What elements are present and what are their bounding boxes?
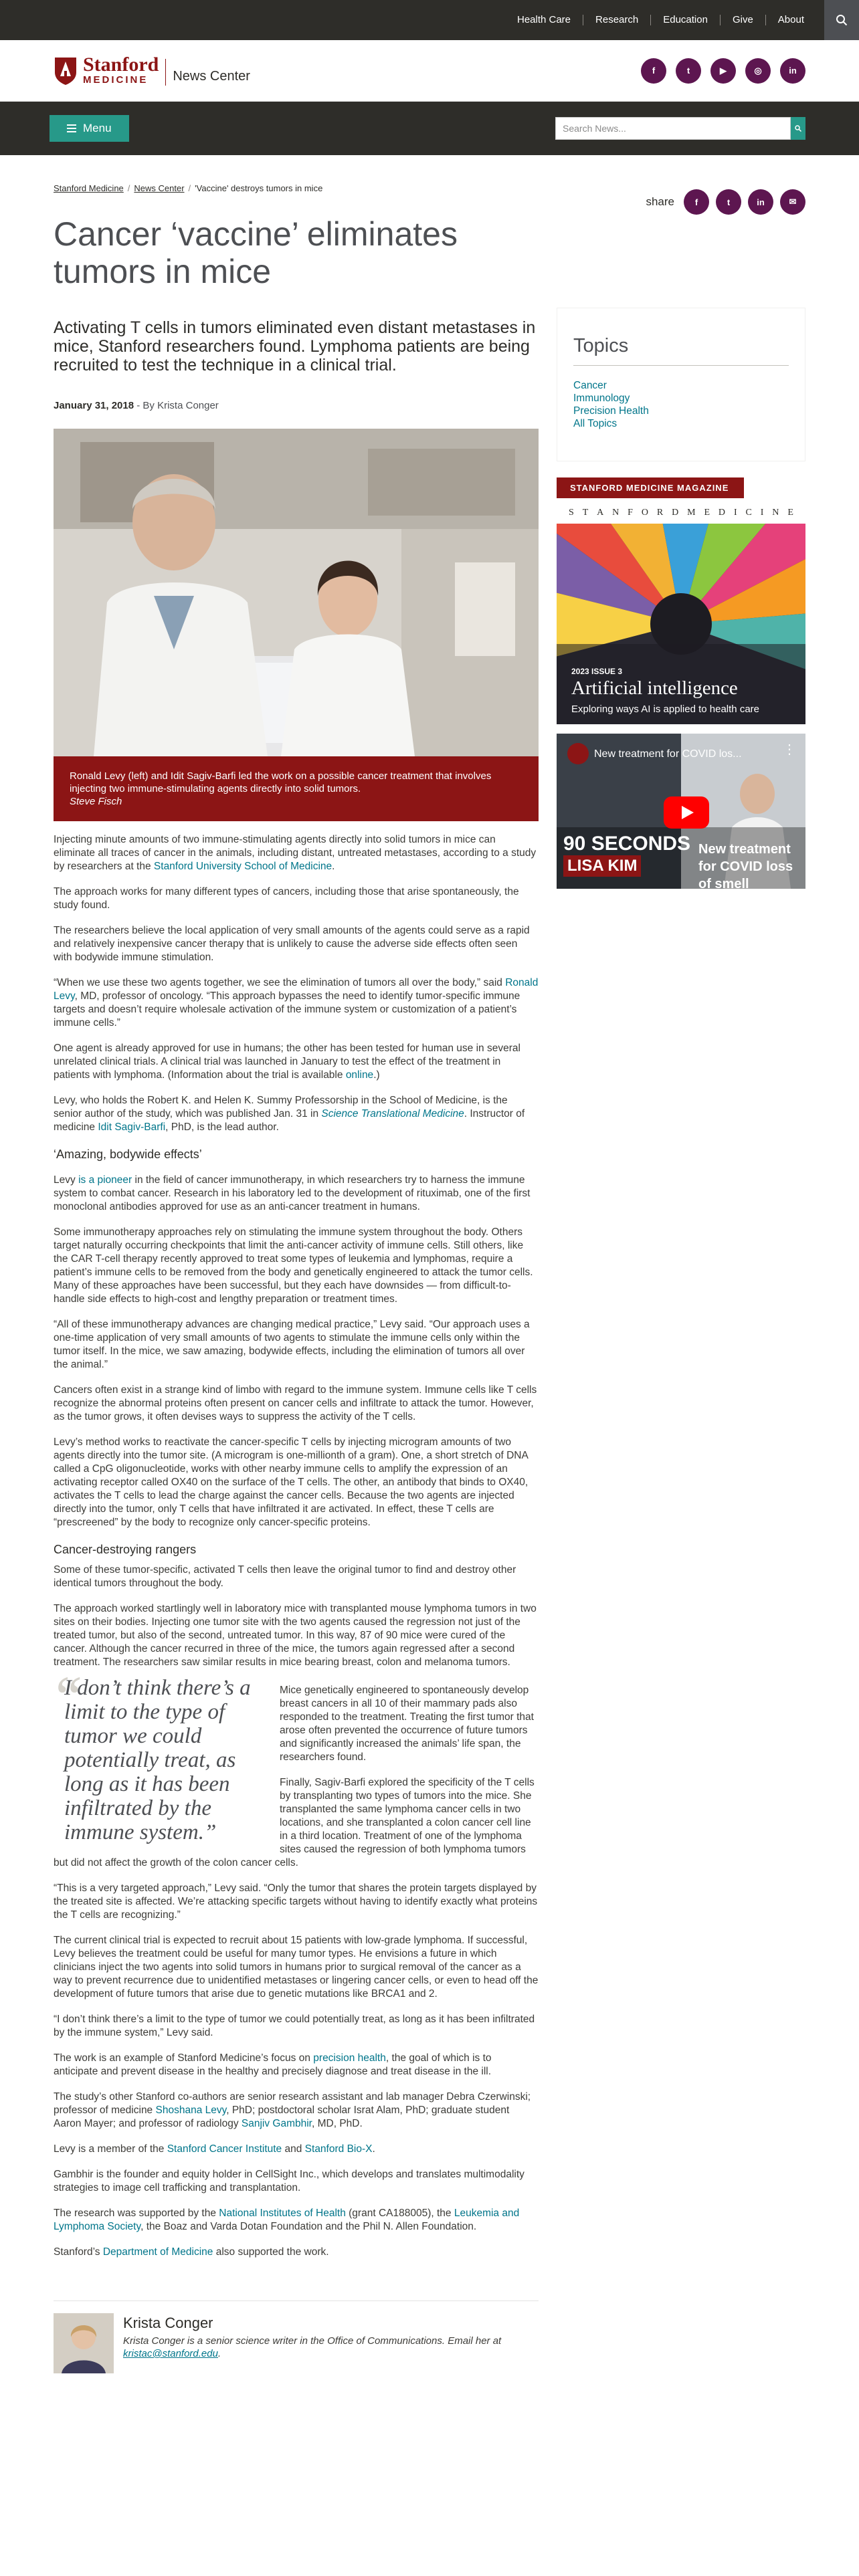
magazine-letter: M bbox=[687, 508, 696, 518]
text: in the field of cancer immunotherapy, in which researchers try to harness the immune system to combat cancer. Research in his laboratory led to the development of rituximab, one of the first monoclonal antibodies approved for use as an anti-cancer treatment in humans. bbox=[54, 1174, 531, 1212]
video-embed[interactable] bbox=[557, 734, 805, 889]
paragraph: The researchers believe the local application of very small amounts of the agents could serve as a rapid and relatively inexpensive cancer therapy that is unlikely to cause the adverse side effects often seen with bodywide immune stimulation. bbox=[54, 925, 530, 963]
pull-quote bbox=[50, 1665, 261, 1844]
section-heading-rangers: Cancer-destroying rangers bbox=[54, 1543, 197, 1556]
magazine-letter: E bbox=[704, 508, 710, 518]
paragraph: The approach works for many different types of cancers, including those that arise spontaneously, the study found. bbox=[54, 886, 519, 911]
linkedin-icon[interactable]: in bbox=[780, 58, 805, 84]
hamburger-icon bbox=[67, 124, 76, 132]
article-body bbox=[50, 308, 539, 2373]
nav-research[interactable]: Research bbox=[583, 15, 651, 25]
text: Stanford’s bbox=[54, 2246, 103, 2258]
caption-text: Ronald Levy (left) and Idit Sagiv-Barfi led the work on a possible cancer treatment that involves injecting two immune-stimulating agents directly into solid tumors. bbox=[70, 770, 492, 794]
paragraph: “This is a very targeted approach,” Levy said. “Only the tumor that shares the protein targets displayed by the treated site is affected. We’re attacking specific targets without having to identify exactly what proteins the T cells are recognizing.” bbox=[54, 1883, 538, 1921]
author-avatar bbox=[54, 2313, 114, 2373]
magazine-issue: 2023 ISSUE 3 bbox=[571, 667, 623, 676]
text: Levy bbox=[54, 1174, 79, 1186]
magazine-letter: I bbox=[760, 508, 764, 518]
magazine-letter: A bbox=[597, 508, 604, 518]
more-options-icon[interactable]: ⋮ bbox=[783, 742, 796, 757]
facebook-icon[interactable]: f bbox=[684, 189, 709, 215]
share-label: share bbox=[646, 195, 674, 208]
quote-mark-icon: “ bbox=[50, 1665, 84, 1731]
facebook-icon[interactable]: f bbox=[641, 58, 666, 84]
logo-divider bbox=[165, 59, 166, 86]
text: One agent is already approved for use in humans; the other has been tested for human use in several unrelated clinical trials. A clinical trial was launched in January to test the effect of the treatment in patients with lymphoma. (Information about the trial is available bbox=[54, 1043, 520, 1081]
text: (grant CA188005), the bbox=[345, 2208, 454, 2219]
text: The research was supported by the bbox=[54, 2208, 219, 2219]
text: The work is an example of Stanford Medicine’s focus on bbox=[54, 2052, 314, 2064]
magazine-letter: O bbox=[641, 508, 648, 518]
nav-health-care[interactable]: Health Care bbox=[505, 15, 583, 25]
link-lls[interactable]: Leukemia and Lymphoma Society bbox=[54, 2208, 520, 2232]
link-shoshana-levy[interactable]: Shoshana Levy bbox=[155, 2105, 227, 2116]
magazine-letter: N bbox=[612, 508, 619, 518]
nav-education[interactable]: Education bbox=[651, 15, 721, 25]
article-subtitle: Activating T cells in tumors eliminated even distant metastases in mice, Stanford researchers found. Lymphoma patients are being recruited to test the technique in a clinical trial. bbox=[54, 318, 536, 374]
menu-button[interactable] bbox=[50, 115, 129, 142]
breadcrumb bbox=[54, 183, 322, 205]
paragraph bbox=[54, 2090, 539, 2131]
paragraph: The approach worked startlingly well in laboratory mice with transplanted mouse lymphoma tumors in two sites on their bodies. Injecting one tumor site with the two agents caused the regression not just of the treated tumor, but also of the second, untreated tumor. In this way, 87 of 90 mice were cured of the cancer. Although the cancer recurred in three of the mice, the tumors again regressed after a second treatment. The researchers saw similar results in mice bearing breast, colon and melanoma tumors. bbox=[54, 1603, 537, 1668]
play-icon[interactable] bbox=[664, 796, 709, 829]
text: . Instructor of medicine bbox=[54, 1108, 525, 1133]
paragraph: Some of these tumor-specific, activated T cells then leave the original tumor to find and destroy other identical tumors throughout the body. bbox=[54, 1564, 516, 1589]
link-department-of-medicine[interactable]: Department of Medicine bbox=[102, 2246, 213, 2258]
paragraph: “I don’t think there’s a limit to the type of tumor we could potentially treat, as long as it has been infiltrated by the immune system,” Levy said. bbox=[54, 2014, 535, 2038]
paragraph: The current clinical trial is expected to recruit about 15 patients with low-grade lymphoma. If successful, Levy believes the treatment could be useful for many tumor types. He envisions a future in which clinicians inject the two agents into solid tumors in humans prior to surgical removal of the cancer as a way to prevent recurrence due to unidentified metastases or lingering cancer cells, or even to head off the development of future tumors that arise due to genetic mutations like BRCA1 and 2. bbox=[54, 1935, 539, 2000]
magazine-cover[interactable] bbox=[557, 524, 805, 724]
author-byline: - By Krista Conger bbox=[134, 400, 219, 411]
text: Injecting minute amounts of two immune-stimulating agents directly into solid tumors in mice can eliminate all traces of cancer in the animals, including distant, untreated metastases, according to a study by researchers at the bbox=[54, 834, 537, 872]
news-search bbox=[555, 117, 805, 140]
text: Levy is a member of the bbox=[54, 2143, 167, 2155]
topic-all[interactable]: All Topics bbox=[573, 418, 617, 429]
text: , MD, professor of oncology. “This approach bypasses the need to identify tumor-specific immune targets and doesn’t require wholesale activation of the immune system or customization of a patient’s immune cells.” bbox=[54, 990, 520, 1029]
linkedin-icon[interactable]: in bbox=[748, 189, 773, 215]
twitter-icon[interactable]: t bbox=[716, 189, 741, 215]
link-sanjiv-gambhir[interactable]: Sanjiv Gambhir bbox=[241, 2118, 312, 2129]
video-title: New treatment for COVID los... bbox=[594, 748, 742, 760]
photo-caption bbox=[54, 756, 539, 821]
page-title: Cancer ‘vaccine’ eliminates tumors in mice bbox=[54, 215, 458, 290]
link-bio-x[interactable]: Stanford Bio-X bbox=[304, 2143, 373, 2155]
photo-credit: Steve Fisch bbox=[70, 796, 122, 807]
paragraph bbox=[54, 2143, 539, 2156]
breadcrumb-separator: / bbox=[188, 183, 191, 193]
text: , MD, PhD. bbox=[311, 2118, 363, 2129]
text: and bbox=[282, 2143, 305, 2155]
magazine-label: STANFORD MEDICINE MAGAZINE bbox=[557, 477, 744, 498]
text: .) bbox=[373, 1069, 380, 1081]
link-precision-health[interactable]: precision health bbox=[313, 2052, 386, 2064]
topic-cancer[interactable]: Cancer bbox=[573, 380, 607, 391]
link-ronald-levy[interactable]: Ronald Levy bbox=[54, 977, 539, 1002]
topic-precision-health[interactable]: Precision Health bbox=[573, 405, 649, 417]
link-stanford-som[interactable]: Stanford University School of Medicine bbox=[153, 861, 332, 872]
social-links bbox=[641, 58, 805, 84]
magazine-headline: Artificial intelligence bbox=[571, 677, 738, 699]
paragraph: Some immunotherapy approaches rely on stimulating the immune system throughout the body. Others target naturally occurring checkpoints that limit the anti-cancer activity of immune cells. Still others, like the CAR T-cell therapy recently approved to treat some types of leukemia and lymphomas, require a patient’s immune cells to be removed from the body and genetically engineered to attack the tumor cells. Many of these approaches have been successful, but they each have downsides — from difficult-to-handle side effects to high-cost and lengthy preparation or treatment times. bbox=[54, 1226, 533, 1305]
topics-box bbox=[557, 308, 805, 461]
magazine-letter: R bbox=[656, 508, 664, 518]
paragraph bbox=[54, 2052, 539, 2078]
breadcrumb-row bbox=[0, 155, 859, 208]
breadcrumb-separator: / bbox=[127, 183, 130, 193]
video-host-label: LISA KIM bbox=[563, 855, 641, 877]
paragraph: Mice genetically engineered to spontaneously develop breast cancers in all 10 of their mammary pads also responded to the treatment. Treating the first tumor that arose often prevented the occurrence of future tumors and significantly increased the animals’ life span, the researchers found. bbox=[280, 1685, 534, 1763]
search-submit-button[interactable] bbox=[791, 117, 805, 140]
search-input[interactable]: Search News... bbox=[555, 117, 791, 140]
paragraph bbox=[54, 833, 539, 873]
magazine-letter: I bbox=[733, 508, 737, 518]
magazine-wordmark bbox=[557, 498, 805, 518]
brand-header bbox=[0, 40, 859, 102]
text: . bbox=[372, 2143, 375, 2155]
topics-title: Topics bbox=[573, 335, 789, 366]
pull-quote-text: I don’t think there’s a limit to the type of tumor we could potentially treat, as long as it has been infiltrated by the immune system.” bbox=[64, 1676, 251, 1844]
paragraph bbox=[54, 976, 539, 1030]
link-science-translational-medicine[interactable]: Science Translational Medicine bbox=[321, 1108, 464, 1119]
video-overlay-title: New treatment for COVID loss of smell bbox=[698, 842, 793, 889]
menu-label: Menu bbox=[83, 122, 112, 134]
link-cancer-institute[interactable]: Stanford Cancer Institute bbox=[167, 2143, 282, 2155]
text: Levy, who holds the Robert K. and Helen K. Summy Professorship in the School of Medicine, is the senior author of the study, which was published Jan. 31 in bbox=[54, 1095, 508, 1119]
author-name: Krista Conger bbox=[123, 2315, 213, 2331]
author-email-link[interactable]: kristac@stanford.edu bbox=[123, 2348, 218, 2359]
email-icon[interactable]: ✉ bbox=[780, 189, 805, 215]
paragraph: Gambhir is the founder and equity holder in CellSight Inc., which develops and translates multimodality strategies to image cell trafficking and transplantation. bbox=[54, 2169, 524, 2193]
menu-bar bbox=[0, 102, 859, 155]
magazine-subhead: Exploring ways AI is applied to health care bbox=[571, 704, 759, 715]
text: The study’s other Stanford co-authors are senior research assistant and lab manager Debra Czerwinski; professor of medicine bbox=[54, 2091, 531, 2116]
stanford-medicine-logo[interactable] bbox=[54, 53, 250, 86]
magazine-letter: C bbox=[745, 508, 752, 518]
paragraph bbox=[54, 1094, 539, 1134]
text: , the goal of which is to anticipate and prevent disease in the healthy and precisely diagnose and treat disease in the ill. bbox=[54, 2052, 492, 2077]
instagram-icon[interactable]: ◎ bbox=[745, 58, 771, 84]
magazine-letter: F bbox=[628, 508, 633, 518]
youtube-icon[interactable]: ▶ bbox=[710, 58, 736, 84]
link-idit-sagiv-barfi[interactable]: Idit Sagiv-Barfi bbox=[98, 1121, 166, 1133]
breadcrumb-stanford-medicine[interactable]: Stanford Medicine bbox=[54, 183, 124, 193]
twitter-icon[interactable]: t bbox=[676, 58, 701, 84]
text: also supported the work. bbox=[213, 2246, 329, 2258]
nav-about[interactable]: About bbox=[777, 14, 804, 25]
author-bio bbox=[123, 2335, 539, 2360]
paragraph bbox=[54, 2207, 539, 2234]
search-icon bbox=[836, 14, 848, 26]
sidebar bbox=[557, 308, 805, 2373]
share-bar bbox=[646, 195, 805, 208]
lab-photo-illustration bbox=[54, 429, 539, 756]
magazine-letter: E bbox=[787, 508, 793, 518]
byline bbox=[54, 400, 539, 411]
topics-list bbox=[573, 379, 789, 430]
paragraph: Finally, Sagiv-Barfi explored the specificity of the T cells by transplanting two types of tumors into the mice. She transplanted the same lymphoma cancer cells in two locations, and she transplanted a colon cancer cell line in a third location. Treatment of one of the lymphoma sites caused the regression of both lymphoma tumors but did not affect the growth of the colon cancer cells. bbox=[54, 1777, 535, 1868]
magazine-letter: N bbox=[772, 508, 779, 518]
link-trial-online[interactable]: online bbox=[345, 1069, 374, 1081]
paragraph: Cancers often exist in a strange kind of limbo with regard to the immune system. Immune cells like T cells recognize the abnormal proteins often present on cancer cells and infiltrate to attack the tumor. However, as the tumor grows, it often devises ways to suppress the activity of the T cells. bbox=[54, 1384, 537, 1422]
video-seconds-label: 90 SECONDS bbox=[563, 833, 691, 855]
search-icon bbox=[795, 125, 801, 132]
text: Krista Conger is a senior science writer in the Office of Communications. Email her at bbox=[123, 2335, 502, 2347]
paragraph bbox=[54, 2246, 539, 2259]
paragraph: “All of these immunotherapy advances are changing medical practice,” Levy said. “Our approach uses a one-time application of very small amounts of two agents to stimulate the immune cells only within the tumor itself. In the mice, we saw amazing, bodywide effects, including the elimination of tumors all over the animal.” bbox=[54, 1319, 530, 1370]
magazine-letter: T bbox=[582, 508, 589, 518]
utility-nav bbox=[505, 0, 859, 40]
nav-give[interactable]: Give bbox=[721, 15, 766, 25]
hero-photo bbox=[54, 429, 539, 756]
magazine-letter: D bbox=[672, 508, 679, 518]
paragraph: Levy’s method works to reactivate the cancer-specific T cells by injecting microgram amounts of two agents directly into the tumor site. (A microgram is one-millionth of a gram). One, a short stretch of DNA called a CpG oligonucleotide, works with other nearby immune cells to amplify the expression of an activating receptor called OX40 on the surface of the T cells. The other, an antibody that binds to OX40, activates the T cells to lead the charge against the cancer cells. Because the two agents are injected directly into the tumor, only T cells that have infiltrated it are activated. In effect, these T cells are “prescreened” by the body to recognize only cancer-specific proteins. bbox=[54, 1436, 529, 1528]
publish-date: January 31, 2018 bbox=[54, 400, 134, 411]
channel-logo-icon bbox=[567, 743, 589, 764]
text: , PhD, is the lead author. bbox=[165, 1121, 279, 1133]
shield-icon bbox=[54, 56, 78, 86]
article-text bbox=[50, 833, 539, 2259]
search-toggle-button[interactable] bbox=[824, 0, 859, 40]
magazine-letter: S bbox=[569, 508, 574, 518]
breadcrumb-current: 'Vaccine' destroys tumors in mice bbox=[195, 183, 323, 193]
link-is-a-pioneer[interactable]: is a pioneer bbox=[78, 1174, 132, 1186]
text: . bbox=[217, 2348, 221, 2359]
link-nih[interactable]: National Institutes of Health bbox=[219, 2208, 346, 2219]
logo-stanford: Stanford bbox=[83, 53, 159, 76]
section-name: News Center bbox=[173, 69, 250, 84]
text: “When we use these two agents together, we see the elimination of tumors all over the body,” said bbox=[54, 977, 506, 988]
author-box bbox=[54, 2300, 539, 2373]
logo-medicine: MEDICINE bbox=[83, 74, 149, 86]
topic-immunology[interactable]: Immunology bbox=[573, 393, 630, 404]
paragraph bbox=[54, 1174, 539, 1214]
text: . bbox=[332, 861, 335, 872]
utility-bar bbox=[0, 0, 859, 40]
magazine-letter: D bbox=[718, 508, 726, 518]
text: , PhD; postdoctoral scholar Israt Alam, PhD; graduate student Aaron Mayer; and professor of radiology bbox=[54, 2105, 510, 2129]
paragraph bbox=[54, 1042, 539, 1082]
text: , the Boaz and Varda Dotan Foundation and the Phil N. Allen Foundation. bbox=[140, 2221, 477, 2232]
section-heading-amazing: ‘Amazing, bodywide effects’ bbox=[54, 1148, 202, 1161]
breadcrumb-news-center[interactable]: News Center bbox=[134, 183, 185, 193]
